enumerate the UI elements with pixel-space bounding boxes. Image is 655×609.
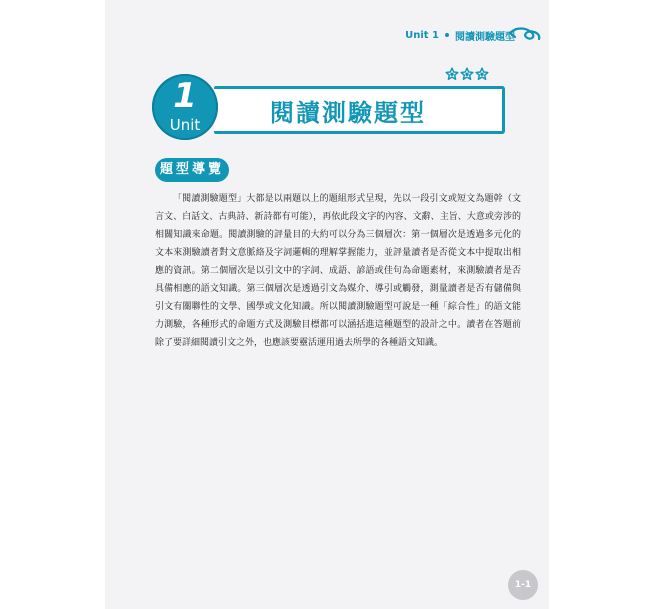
body-paragraph: 「閱讀測驗題型」大都是以兩題以上的題組形式呈現，先以一段引文或短文為題幹（文言文、白話文、古典詩、新詩都有可能），再依此段文字的內容、文辭、主旨、大意或旁涉的相關知識來命題。閱讀測驗的評量目的大約可以分為三個層次：第一個層次是透過多元化的文本來測驗讀者對文意脈絡及字詞邏輯的理解掌握能力，並評量讀者是否從文本中提取出相應的資訊。第二個層次是以引文中的字詞、成語、諺語或佳句為命題素材，來測驗讀者是否具備相應的語文知識。第三個層次是透過引文為媒介、導引或觸發，測量讀者是否有儲備與引文有關聯性的文學、國學或文化知識。所以閱讀測驗題型可說是一種「綜合性」的語文能力測驗，各種形式的命題方式及測驗目標都可以涵括進這種題型的設計之中。讀者在答題前除了要詳細閱讀引文之外，也應該要靈活運用過去所學的各種語文知識。 <box>155 194 521 348</box>
unit-number: 1 <box>173 76 197 116</box>
difficulty-stars <box>445 67 489 81</box>
star-icon <box>460 67 474 81</box>
chapter-title-frame <box>214 86 505 134</box>
running-header <box>405 27 515 43</box>
unit-badge <box>152 74 218 140</box>
header-title: 閱讀測驗題型 <box>455 31 515 43</box>
swirl-icon <box>508 25 542 43</box>
star-icon <box>475 67 489 81</box>
chapter-title: 閱讀測驗題型 <box>270 99 426 127</box>
page-number: 1-1 <box>508 570 538 600</box>
star-icon <box>445 67 459 81</box>
header-dot-icon <box>445 33 449 37</box>
section-label: 題型導覽 <box>155 158 229 182</box>
unit-word: Unit <box>169 116 201 134</box>
header-unit-label: Unit 1 <box>405 29 439 41</box>
